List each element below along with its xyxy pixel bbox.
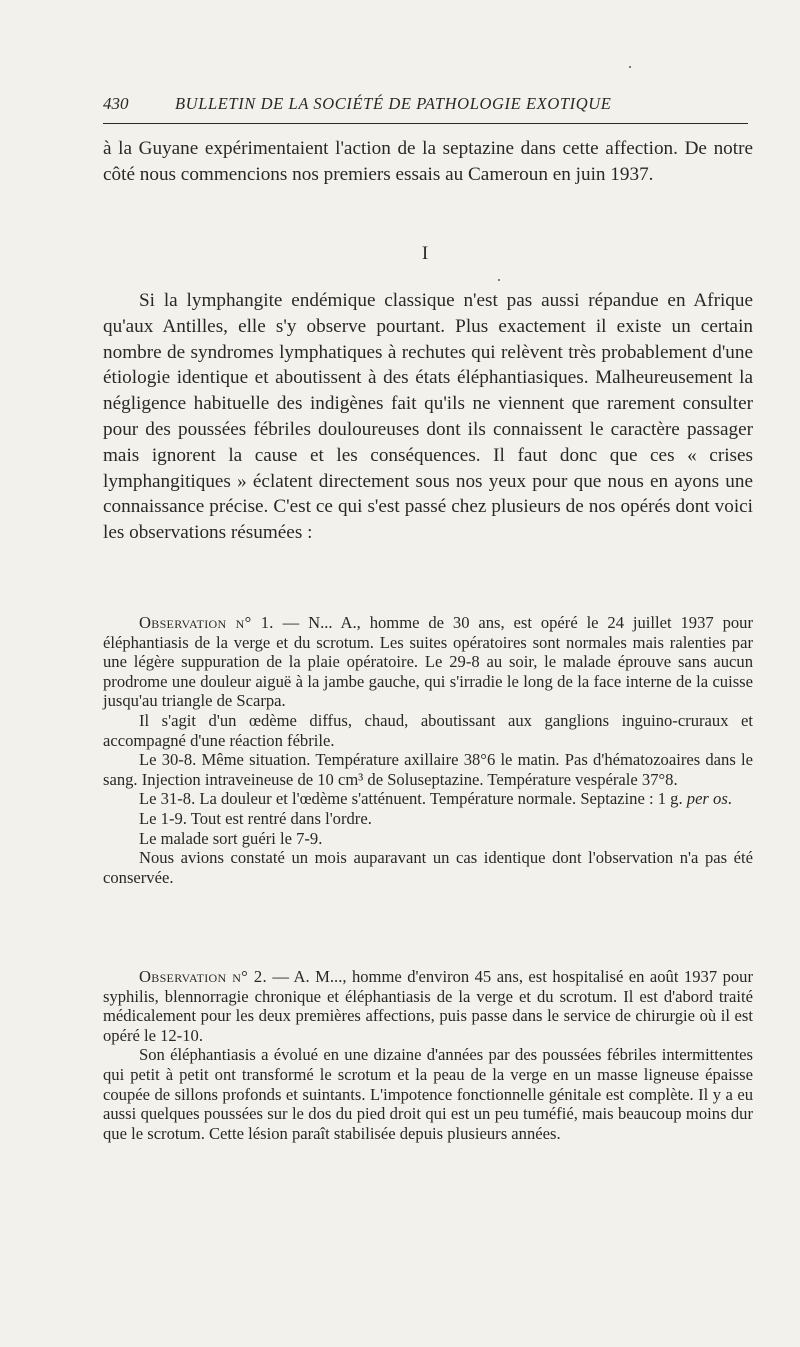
observation-1 bbox=[103, 613, 753, 887]
header-rule bbox=[103, 123, 748, 124]
section-number: I bbox=[421, 243, 429, 264]
observation-2-intro bbox=[103, 967, 753, 1045]
observation-2-p1: — A. M..., homme d'environ 45 ans, est hospitalisé en août 1937 pour syphilis, blennorragie chronique et éléphantiasis de la verge et du scrotum. Il est d'abord traité médicalement pour les deux premières affections, puis passe dans le service de chirurgie où il est opéré le 12-10. bbox=[103, 967, 754, 1045]
observation-1-p6: Le malade sort guéri le 7-9. bbox=[139, 828, 323, 848]
paper-speck bbox=[629, 66, 631, 68]
observation-1-p1: — N... A., homme de 30 ans, est opéré le 24 juillet 1937 pour éléphantiasis de la verge et du scrotum. Les suites opératoires sont normales mais ralenties par une légère suppuration de la plaie opératoire. Le 29-8 au soir, le malade éprouve sans aucun prodrome une douleur aiguë à la jambe gauche, qui s'irradie le long de la face interne de la cuisse jusqu'au triangle de Scarpa. bbox=[103, 613, 753, 711]
observation-1-p5: Le 1-9. Tout est rentré dans l'ordre. bbox=[139, 808, 372, 828]
observation-1-p4-b: . bbox=[727, 789, 732, 809]
observation-1-p4-a: Le 31-8. La douleur et l'œdème s'atténuent. Température normale. Septazine : 1 g. bbox=[139, 789, 687, 809]
observation-1-p7: Nous avions constaté un mois auparavant un cas identique dont l'observation n'a pas été conservée. bbox=[103, 848, 753, 887]
page-number: 430 bbox=[103, 94, 129, 113]
journal-title: BULLETIN DE LA SOCIÉTÉ DE PATHOLOGIE EXOTIQUE bbox=[175, 94, 612, 113]
observation-2 bbox=[103, 967, 753, 1143]
observation-1-intro bbox=[103, 613, 753, 711]
main-paragraph bbox=[103, 288, 753, 546]
observation-1-p4 bbox=[103, 789, 753, 809]
paper-speck bbox=[498, 279, 500, 281]
observation-1-heading: Observation n° 1. bbox=[139, 613, 274, 632]
observation-1-p2: Il s'agit d'un œdème diffus, chaud, aboutissant aux ganglions inguino-cruraux et accompagné d'une réaction fébrile. bbox=[103, 710, 753, 750]
observation-1-p4-italic: per os bbox=[686, 789, 728, 809]
observation-2-heading: Observation n° 2. bbox=[139, 967, 267, 986]
observation-2-p2: Son éléphantiasis a évolué en une dizaine d'années par des poussées fébriles intermittentes qui petit à petit ont transformé le scrotum et la peau de la verge en un masse ligneuse épaisse coupée de sillons profonds et suintants. L'impotence fonctionnelle génitale est complète. Il y a eu aussi quelques poussées sur le dos du pied droit qui est un peu tuméfié, mais beaucoup moins dur que le scrotum. Cette lésion paraît stabilisée depuis plusieurs années. bbox=[103, 1045, 753, 1143]
intro-paragraph bbox=[103, 136, 753, 188]
main-paragraph-text: Si la lymphangite endémique classique n'est pas aussi répandue en Afrique qu'aux Antilles, elle s'y observe pourtant. Plus exactement il existe un certain nombre de syndromes lymphatiques à rechutes qui relèvent très probablement d'une étiologie identique et aboutissent à des états éléphantiasiques. Malheureusement la négligence habituelle des indigènes fait qu'ils ne viennent que rarement consulter pour des poussées fébriles douloureuses dont ils connaissent le caractère passager mais ignorent la cause et les conséquences. Il faut donc que ces « crises lymphangitiques » éclatent directement sous nos yeux pour que nous en ayons une connaissance précise. C'est ce qui s'est passé chez plusieurs de nos opérés dont voici les observations résumées : bbox=[103, 290, 753, 544]
observation-1-p3: Le 30-8. Même situation. Température axillaire 38°6 le matin. Pas d'hématozoaires dans le sang. Injection intraveineuse de 10 cm³ de Soluseptazine. Température vespérale 37°8. bbox=[103, 750, 753, 789]
running-header bbox=[103, 94, 748, 116]
intro-text: à la Guyane expérimentaient l'action de la septazine dans cette affection. De notre côté nous commencions nos premiers essais au Cameroun en juin 1937. bbox=[103, 138, 753, 185]
